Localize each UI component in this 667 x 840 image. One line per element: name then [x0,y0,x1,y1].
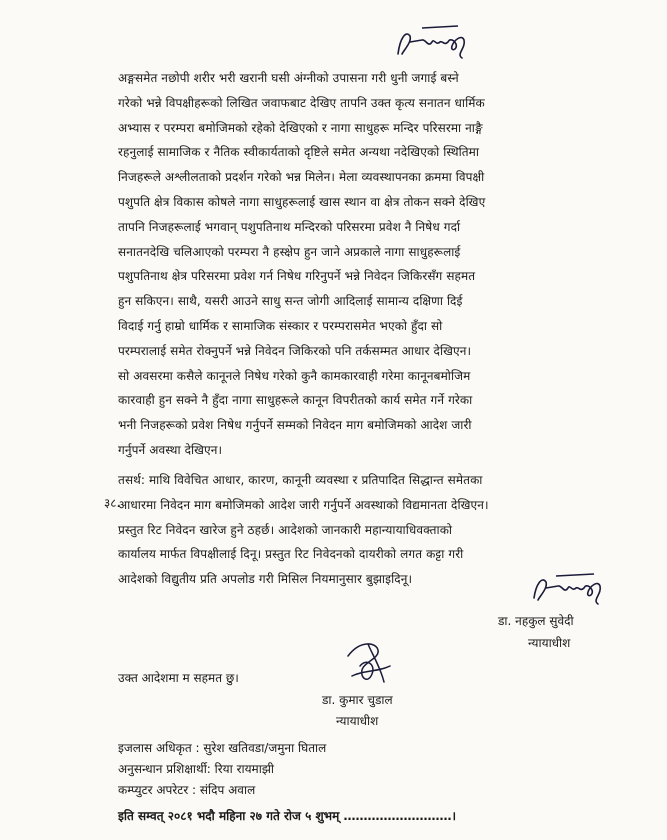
judge-1-name: डा. नहकुल सुवेदी [498,614,574,628]
text-line: हुन सकिएन। साथै, यसरी आउने साधु सन्त जोगी आदिलाई सामान्य दक्षिणा दिई [118,294,463,309]
text-line: निजहरूले अश्लीलताको प्रदर्शन गरेको भन्न मिलेन। मेला व्यवस्थापनका क्रममा विपक्षी [118,170,485,185]
text-line: प्रस्तुत रिट निवेदन खारेज हुने ठहर्छ। आदेशको जानकारी महान्यायाधिवक्ताको [118,522,453,537]
staff-list [118,738,326,801]
concurrence-statement: उक्त आदेशमा म सहमत छु। [118,671,239,685]
text-line: अङ्गसमेत नछोपी शरीर भरी खरानी घसी अंग्नीको उपासना गरी धुनी जगाई बस्ने [118,71,459,85]
text-line: सनातनदेखि चलिआएको परम्परा नै हस्क्षेप हुन जाने अप्रकाले नागा साधुहरूलाई [118,244,461,259]
text-line: तसर्थ: माथि विवेचित आधार, कारण, कानूनी व्यवस्था र प्रतिपादित सिद्धान्त समेतका [118,473,483,487]
text-line: कार्यालय मार्फत विपक्षीलाई दिनू। प्रस्तुत रिट निवेदनको दायरीको लगत कट्टा गरी [118,547,464,562]
closing-date-line: इति सम्वत् २०८१ भदौ महिना २७ गते रोज ५ शुभम् ………………………। [118,809,456,823]
text-line: भनी निजहरूको प्रवेश निषेध गर्नुपर्ने सम्मको निवेदन माग बमोजिमको आदेश जारी [118,418,472,433]
paragraph-37-continued [118,66,630,463]
text-line: विदाई गर्नु हाम्रो धार्मिक र सामाजिक संस्कार र परम्परासमेत भएको हुँदा सो [118,318,443,333]
judge-2-title: न्यायाधीश [336,714,379,728]
text-line: तापनि निजहरूलाई भगवान् पशुपतिनाथ मन्दिरको परिसरमा प्रवेश नै निषेध गर्दा [118,219,461,234]
staff-court-officer: इजलास अधिकृत : सुरेश खतिवडा/जमुना घिताल [118,741,327,755]
text-line: अभ्यास र परम्परा बमोजिमको रहेको देखिएको र नागा साधुहरू मन्दिर परिसरमा नाङ्गै [118,120,483,135]
signature-judge-2 [338,636,398,692]
text-line: गर्नुपर्ने अवस्था देखिएन। [118,442,223,457]
judge-2-name: डा. कुमार चुडाल [322,693,393,707]
signature-judge-1 [528,568,608,612]
judge-1-title: न्यायाधीश [528,636,571,650]
text-line: पशुपति क्षेत्र विकास कोषले नागा साधुहरूलाई खास स्थान वा क्षेत्र तोकन सक्ने देखिए [118,194,486,209]
paragraph-number: ३८. [104,496,121,510]
text-line: सो अवसरमा कसैले कानूनले निषेध गरेको कुनै कामकारवाही गरेमा कानूनबमोजिम [118,368,471,383]
text-line: आदेशको विद्युतीय प्रति अपलोड गरी मिसिल नियमानुसार बुझाइदिनू। [118,572,413,587]
text-line: परम्परालाई समेत रोक्नुपर्ने भन्ने निवेदन जिकिरको पनि तर्कसम्मत आधार देखिएन। [118,343,472,358]
signature-top [392,20,472,68]
text-line: गरेको भन्ने विपक्षीहरूको लिखित जवाफबाट देखिए तापनि उक्त कृत्य सनातन धार्मिक [118,95,485,110]
text-line: कारवाही हुन सक्ने नै हुँदा नागा साधुहरूले कानून विपरीतको कार्य समेत गर्ने गरेका [118,393,473,408]
staff-research-trainee: अनुसन्धान प्रशिक्षार्थी: रिया रायमाझी [118,762,275,776]
text-line: पशुपतिनाथ क्षेत्र परिसरमा प्रवेश गर्न निषेध गरिनुपर्ने भन्ने निवेदन जिकिरसँग सहमत [118,269,476,284]
text-line: रहनुलाई सामाजिक र नैतिक स्वीकार्यताको दृष्टिले समेत अन्यथा नदेखिएको स्थितिमा [118,145,480,160]
text-line: आधारमा निवेदन माग बमोजिमको आदेश जारी गर्नुपर्ने अवस्थाको विद्यमानता देखिएन। [118,497,489,512]
staff-computer-operator: कम्प्युटर अपरेटर : संदिप अवाल [118,783,256,797]
